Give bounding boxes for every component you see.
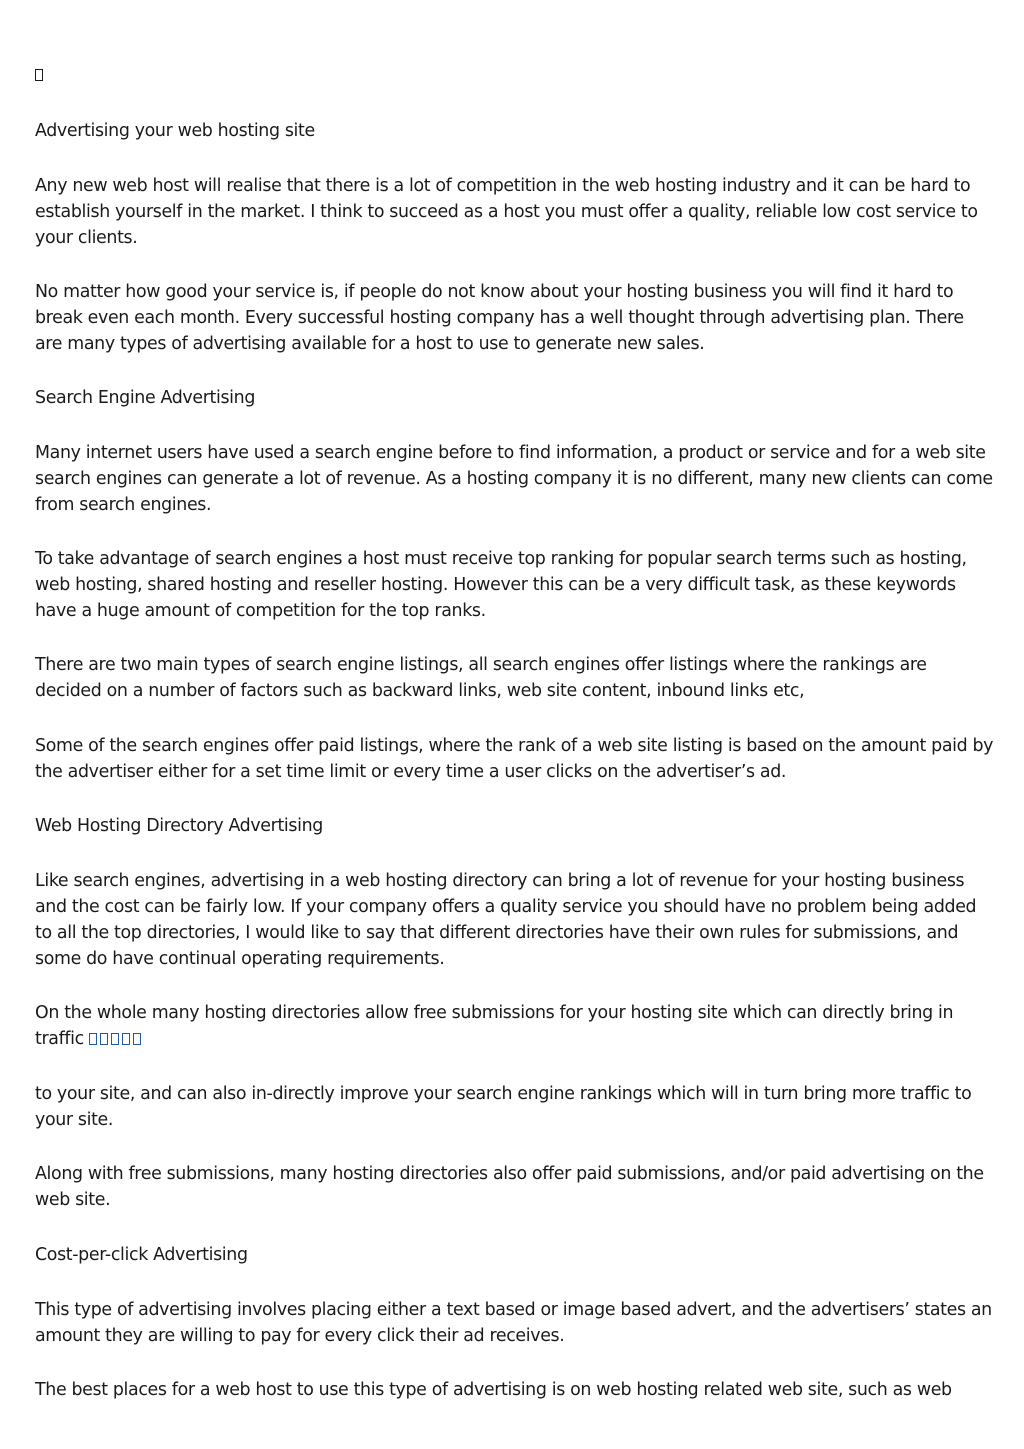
link-glyph-icon — [89, 1033, 97, 1045]
heading-search-engine: Search Engine Advertising — [35, 388, 256, 408]
paragraph-cpc: This type of advertising involves placing either a text based or image based advert, and the advertisers’ states an amount they are willing to pay for every click their ad receives. — [35, 1300, 992, 1346]
paragraph-directory: Like search engines, advertising in a web hosting directory can bring a lot of revenue for your hosting business and the cost can be fairly low. If your company offers a quality service you should have no problem being added to all the top directories, I would like to say that different directories have their own rules for submissions, and some do have continual operating requirements. — [35, 871, 977, 969]
heading-cost-per-click: Cost-per-click Advertising — [35, 1245, 248, 1265]
paragraph-free-submissions — [35, 1000, 995, 1052]
paragraph-service: No matter how good your service is, if people do not know about your hosting business you will find it hard to break even each month. Every successful hosting company has a well thought through advertising plan. There are many types of advertising available for a host to use to generate new sales. — [35, 282, 964, 354]
missing-glyph-icon — [35, 69, 43, 81]
paragraph-listing-types: There are two main types of search engine listings, all search engines offer listings where the rankings are decided on a number of factors such as backward links, web site content, inbound links etc, — [35, 655, 927, 701]
link-glyph-icon — [100, 1033, 108, 1045]
heading-directory: Web Hosting Directory Advertising — [35, 816, 323, 836]
paragraph-ranking: To take advantage of search engines a host must receive top ranking for popular search terms such as hosting, web hosting, shared hosting and reseller hosting. However this can be a very difficult task, as these keywords have a huge amount of competition for the top ranks. — [35, 549, 967, 621]
link-glyph-icon — [122, 1033, 130, 1045]
paragraph-competition: Any new web host will realise that there is a lot of competition in the web hosting industry and it can be hard to establish yourself in the market. I think to succeed as a host you must offer a quality, reliable low cost service to your clients. — [35, 176, 978, 248]
free-submissions-text: On the whole many hosting directories allow free submissions for your hosting site which can directly bring in traffic — [35, 1003, 954, 1049]
link-glyph-icon — [133, 1033, 141, 1045]
paragraph-traffic: to your site, and can also in-directly improve your search engine rankings which will in turn bring more traffic to your site. — [35, 1084, 972, 1130]
paragraph-paid-listings: Some of the search engines offer paid listings, where the rank of a web site listing is based on the amount paid by the advertiser either for a set time limit or every time a user clicks on the advertiser’s ad. — [35, 736, 994, 782]
heading-advertising: Advertising your web hosting site — [35, 121, 315, 141]
paragraph-paid-submissions: Along with free submissions, many hosting directories also offer paid submissions, and/or paid advertising on the web site. — [35, 1164, 984, 1210]
paragraph-search-users: Many internet users have used a search engine before to find information, a product or service and for a web site search engines can generate a lot of revenue. As a hosting company it is no different, many new clients can come from search engines. — [35, 443, 993, 515]
link-glyph-icon — [111, 1033, 119, 1045]
paragraph-best-places: The best places for a web host to use this type of advertising is on web hosting related web site, such as web — [35, 1380, 952, 1400]
inline-link[interactable] — [89, 1029, 144, 1049]
